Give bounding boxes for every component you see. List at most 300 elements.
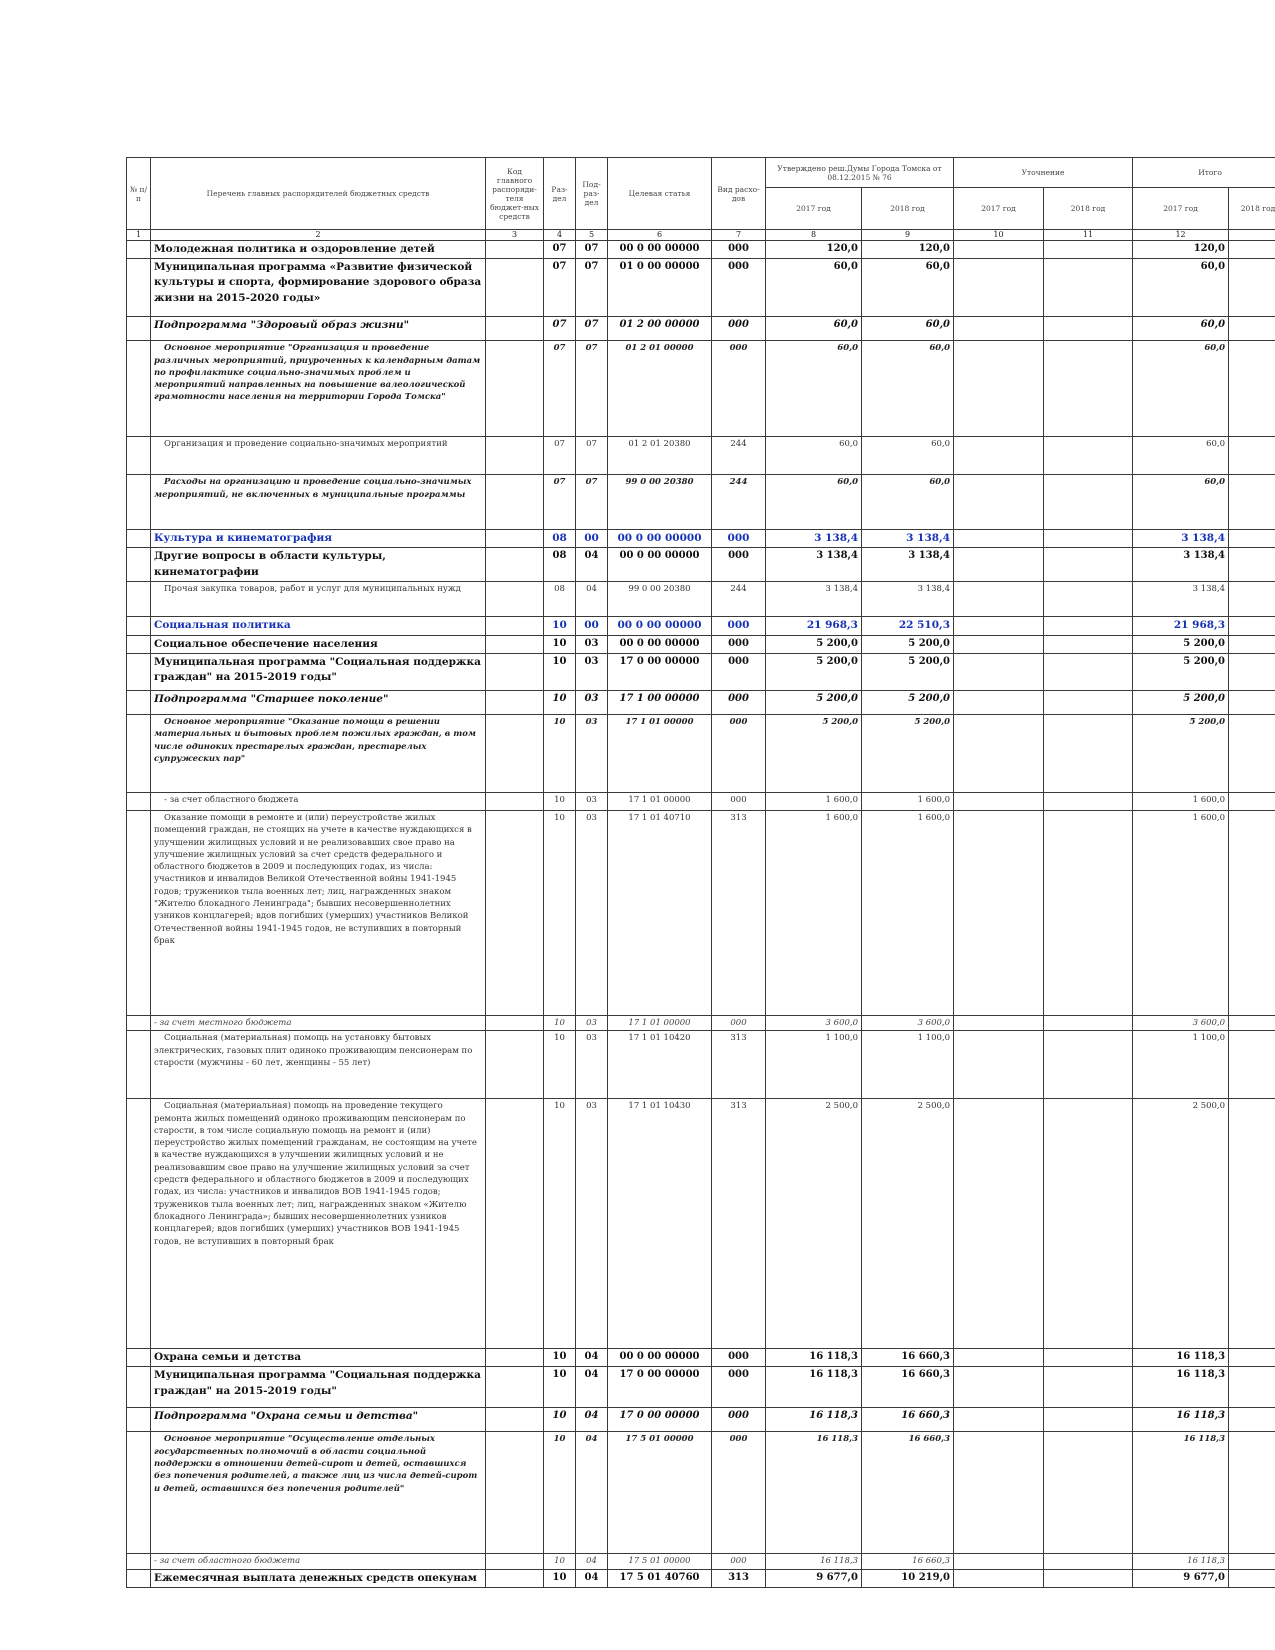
- cell-celevaya: 17 1 01 10430: [608, 1099, 712, 1349]
- cell-podrazdel: 07: [576, 341, 608, 437]
- cell-kod: [486, 341, 544, 437]
- cell-utoch-2018: [1044, 714, 1133, 792]
- cell-podrazdel: 03: [576, 635, 608, 653]
- cell-utoch-2018: [1044, 792, 1133, 810]
- table-row: [127, 617, 1275, 635]
- cell-vid: 000: [712, 259, 766, 317]
- cell-utoch-2018: [1044, 548, 1133, 582]
- table-row: [127, 1349, 1275, 1367]
- cell-utv-2018: 16 660,3: [862, 1408, 954, 1432]
- cell-razdel: 10: [544, 1099, 576, 1349]
- cell-utoch-2017: [954, 635, 1044, 653]
- cell-utoch-2017: [954, 1031, 1044, 1099]
- cell-vid: 000: [712, 714, 766, 792]
- header-utv-2018: 2018 год: [862, 188, 954, 230]
- cell-podrazdel: 00: [576, 530, 608, 548]
- cell-vid: 000: [712, 690, 766, 714]
- cell-itogo-2018: [1229, 1367, 1275, 1408]
- cell-utv-2018: 2 500,0: [862, 1099, 954, 1349]
- cell-itogo-2017: 60,0: [1133, 341, 1229, 437]
- cell-celevaya: 17 1 01 40710: [608, 810, 712, 1015]
- cell-vid: 313: [712, 1099, 766, 1349]
- cell-celevaya: 99 0 00 20380: [608, 582, 712, 617]
- cell-utv-2017: 60,0: [766, 259, 862, 317]
- cell-razdel: 10: [544, 1408, 576, 1432]
- table-row: [127, 475, 1275, 530]
- cell-celevaya: 17 1 01 00000: [608, 1015, 712, 1030]
- cell-name: Социальная политика: [151, 617, 486, 635]
- header-num: № п/п: [127, 158, 151, 230]
- cell-razdel: 10: [544, 714, 576, 792]
- cell-vid: 000: [712, 341, 766, 437]
- cell-num: [127, 1367, 151, 1408]
- cell-utv-2018: 5 200,0: [862, 635, 954, 653]
- cell-itogo-2018: [1229, 714, 1275, 792]
- table-row: [127, 341, 1275, 437]
- table-row: [127, 548, 1275, 582]
- table-row: [127, 810, 1275, 1015]
- colnum-1: 1: [127, 230, 151, 241]
- cell-vid: 000: [712, 548, 766, 582]
- cell-name: Оказание помощи в ремонте и (или) переустройстве жилых помещений граждан, не стоящих на учете в качестве нуждающихся в улучшении жилищных условий и не реализовавших свое право на улучшение жилищных условий за счет средств федерального и областного бюджетов в 2009 и последующих годах, из числа: участников и инвалидов Великой Отечественной войны 1941-1945 годов; тружеников тыла военных лет; лиц, награжденных знаком "Жителю блокадного Ленинграда"; бывших несовершеннолетних узников концлагерей; вдов погибших (умерших) участников Великой Отечественной войны 1941-1945 годов, не вступивших в повторный брак: [151, 810, 486, 1015]
- cell-itogo-2017: 60,0: [1133, 475, 1229, 530]
- cell-itogo-2018: [1229, 475, 1275, 530]
- cell-itogo-2017: 5 200,0: [1133, 690, 1229, 714]
- header-utoch-2018: 2018 год: [1044, 188, 1133, 230]
- cell-utoch-2018: [1044, 690, 1133, 714]
- header-itogo: Итого: [1133, 158, 1275, 188]
- cell-utv-2018: 3 600,0: [862, 1015, 954, 1030]
- cell-razdel: 07: [544, 241, 576, 259]
- cell-name: Подпрограмма "Охрана семьи и детства": [151, 1408, 486, 1432]
- cell-utv-2018: 1 600,0: [862, 810, 954, 1015]
- cell-podrazdel: 07: [576, 259, 608, 317]
- cell-vid: 000: [712, 792, 766, 810]
- cell-num: [127, 635, 151, 653]
- cell-utv-2017: 60,0: [766, 437, 862, 475]
- cell-utoch-2017: [954, 259, 1044, 317]
- cell-podrazdel: 04: [576, 1569, 608, 1587]
- cell-celevaya: 01 2 01 20380: [608, 437, 712, 475]
- cell-utoch-2018: [1044, 475, 1133, 530]
- header-utochnenie: Уточнение: [954, 158, 1133, 188]
- cell-itogo-2018: [1229, 690, 1275, 714]
- colnum-8: 8: [766, 230, 862, 241]
- cell-razdel: 07: [544, 317, 576, 341]
- cell-utoch-2018: [1044, 617, 1133, 635]
- cell-podrazdel: 03: [576, 792, 608, 810]
- cell-podrazdel: 04: [576, 1349, 608, 1367]
- cell-utoch-2018: [1044, 341, 1133, 437]
- table-row: [127, 714, 1275, 792]
- cell-razdel: 08: [544, 548, 576, 582]
- cell-utoch-2018: [1044, 530, 1133, 548]
- column-number-row: [127, 230, 1275, 241]
- cell-name: Муниципальная программа "Социальная поддержка граждан" на 2015-2019 годы": [151, 653, 486, 690]
- cell-utv-2017: 3 138,4: [766, 530, 862, 548]
- cell-itogo-2017: 60,0: [1133, 317, 1229, 341]
- table-row: [127, 317, 1275, 341]
- cell-celevaya: 00 0 00 00000: [608, 635, 712, 653]
- cell-utv-2018: 60,0: [862, 259, 954, 317]
- cell-celevaya: 17 0 00 00000: [608, 1367, 712, 1408]
- cell-itogo-2018: [1229, 548, 1275, 582]
- cell-razdel: 10: [544, 1349, 576, 1367]
- cell-utv-2018: 5 200,0: [862, 714, 954, 792]
- cell-podrazdel: 04: [576, 1408, 608, 1432]
- cell-podrazdel: 03: [576, 1031, 608, 1099]
- cell-name: Организация и проведение социально-значимых мероприятий: [151, 437, 486, 475]
- cell-num: [127, 810, 151, 1015]
- cell-utoch-2018: [1044, 653, 1133, 690]
- cell-utv-2018: 5 200,0: [862, 653, 954, 690]
- cell-celevaya: 17 0 00 00000: [608, 1408, 712, 1432]
- cell-num: [127, 582, 151, 617]
- cell-celevaya: 17 5 01 00000: [608, 1432, 712, 1554]
- cell-utv-2017: 120,0: [766, 241, 862, 259]
- cell-itogo-2018: [1229, 1432, 1275, 1554]
- cell-razdel: 10: [544, 1031, 576, 1099]
- cell-podrazdel: 07: [576, 241, 608, 259]
- cell-utv-2017: 16 118,3: [766, 1349, 862, 1367]
- header-name: Перечень главных распорядителей бюджетных средств: [151, 158, 486, 230]
- cell-utv-2018: 3 138,4: [862, 582, 954, 617]
- cell-utoch-2017: [954, 437, 1044, 475]
- cell-celevaya: 17 1 01 00000: [608, 792, 712, 810]
- cell-utv-2017: 2 500,0: [766, 1099, 862, 1349]
- cell-kod: [486, 1031, 544, 1099]
- cell-vid: 313: [712, 1569, 766, 1587]
- cell-podrazdel: 07: [576, 475, 608, 530]
- cell-podrazdel: 03: [576, 1099, 608, 1349]
- cell-utoch-2017: [954, 653, 1044, 690]
- cell-podrazdel: 07: [576, 437, 608, 475]
- cell-celevaya: 01 2 00 00000: [608, 317, 712, 341]
- cell-razdel: 07: [544, 475, 576, 530]
- cell-itogo-2017: 5 200,0: [1133, 714, 1229, 792]
- cell-kod: [486, 810, 544, 1015]
- cell-podrazdel: 03: [576, 690, 608, 714]
- cell-vid: 000: [712, 617, 766, 635]
- cell-num: [127, 317, 151, 341]
- cell-itogo-2017: 3 138,4: [1133, 530, 1229, 548]
- cell-utv-2017: 16 118,3: [766, 1432, 862, 1554]
- cell-utv-2017: 9 677,0: [766, 1569, 862, 1587]
- cell-kod: [486, 241, 544, 259]
- cell-name: Социальная (материальная) помощь на проведение текущего ремонта жилых помещений одиноко проживающим пенсионерам по старости, в том числе социальную помощь на ремонт и (или) переустройство жилых помещений гражданам, не состоящим на учете в качестве нуждающихся в улучшении жилищных условий и не реализовавшим свое право на улучшение жилищных условий за счет средств федерального и областного бюджетов в 2009 и последующих годах, из числа: участников и инвалидов ВОВ 1941-1945 годов; тружеников тыла военных лет; лиц, награжденных знаком «Жителю блокадного Ленинграда»; бывших несовершеннолетних узников концлагерей; вдов погибших (умерших) участников ВОВ 1941-1945 годов, не вступивших в повторный брак: [151, 1099, 486, 1349]
- cell-utoch-2017: [954, 810, 1044, 1015]
- cell-utv-2018: 60,0: [862, 317, 954, 341]
- cell-utoch-2018: [1044, 1031, 1133, 1099]
- cell-utv-2017: 1 600,0: [766, 810, 862, 1015]
- cell-utoch-2017: [954, 1349, 1044, 1367]
- colnum-2: 2: [151, 230, 486, 241]
- cell-podrazdel: 03: [576, 714, 608, 792]
- cell-name: Прочая закупка товаров, работ и услуг для муниципальных нужд: [151, 582, 486, 617]
- cell-utv-2018: 60,0: [862, 475, 954, 530]
- cell-razdel: 10: [544, 653, 576, 690]
- cell-utv-2018: 120,0: [862, 241, 954, 259]
- cell-utoch-2018: [1044, 1408, 1133, 1432]
- cell-utoch-2017: [954, 792, 1044, 810]
- cell-razdel: 10: [544, 635, 576, 653]
- cell-utoch-2018: [1044, 241, 1133, 259]
- cell-name: Основное мероприятие "Организация и проведение различных мероприятий, приуроченных к календарным датам по профилактике социально-значимых проблем и мероприятий направленных на повышение валеологической грамотности населения на территории Города Томска": [151, 341, 486, 437]
- cell-itogo-2017: 16 118,3: [1133, 1408, 1229, 1432]
- cell-celevaya: 17 1 01 00000: [608, 714, 712, 792]
- cell-utoch-2017: [954, 1408, 1044, 1432]
- cell-utoch-2018: [1044, 1432, 1133, 1554]
- colnum-6: 6: [608, 230, 712, 241]
- cell-kod: [486, 714, 544, 792]
- cell-utv-2018: 3 138,4: [862, 530, 954, 548]
- table-row: [127, 259, 1275, 317]
- cell-itogo-2017: 3 138,4: [1133, 582, 1229, 617]
- cell-name: Муниципальная программа «Развитие физической культуры и спорта, формирование здорового образа жизни на 2015-2020 годы»: [151, 259, 486, 317]
- cell-num: [127, 475, 151, 530]
- cell-vid: 313: [712, 1031, 766, 1099]
- cell-kod: [486, 1367, 544, 1408]
- cell-itogo-2018: [1229, 341, 1275, 437]
- cell-celevaya: 01 2 01 00000: [608, 341, 712, 437]
- cell-vid: 244: [712, 582, 766, 617]
- cell-utv-2017: 1 100,0: [766, 1031, 862, 1099]
- cell-utv-2018: 3 138,4: [862, 548, 954, 582]
- cell-utoch-2017: [954, 1432, 1044, 1554]
- cell-num: [127, 1554, 151, 1569]
- cell-num: [127, 653, 151, 690]
- cell-itogo-2018: [1229, 1349, 1275, 1367]
- cell-vid: 244: [712, 475, 766, 530]
- cell-kod: [486, 1015, 544, 1030]
- cell-vid: 244: [712, 437, 766, 475]
- cell-celevaya: 17 1 00 00000: [608, 690, 712, 714]
- cell-num: [127, 1408, 151, 1432]
- colnum-3: 3: [486, 230, 544, 241]
- cell-utoch-2017: [954, 548, 1044, 582]
- colnum-12: 12: [1133, 230, 1229, 241]
- cell-utoch-2018: [1044, 437, 1133, 475]
- cell-num: [127, 241, 151, 259]
- cell-podrazdel: 03: [576, 653, 608, 690]
- cell-itogo-2018: [1229, 1554, 1275, 1569]
- cell-name: Расходы на организацию и проведение социально-значимых мероприятий, не включенных в муниципальные программы: [151, 475, 486, 530]
- cell-num: [127, 690, 151, 714]
- cell-num: [127, 530, 151, 548]
- table-row: [127, 437, 1275, 475]
- cell-kod: [486, 653, 544, 690]
- cell-num: [127, 714, 151, 792]
- cell-itogo-2018: [1229, 792, 1275, 810]
- cell-utoch-2017: [954, 530, 1044, 548]
- cell-kod: [486, 548, 544, 582]
- cell-utv-2017: 5 200,0: [766, 714, 862, 792]
- table-row: [127, 582, 1275, 617]
- cell-itogo-2018: [1229, 653, 1275, 690]
- cell-utv-2017: 60,0: [766, 475, 862, 530]
- cell-name: - за счет областного бюджета: [151, 792, 486, 810]
- cell-itogo-2018: [1229, 1408, 1275, 1432]
- cell-itogo-2018: [1229, 259, 1275, 317]
- cell-utv-2017: 60,0: [766, 317, 862, 341]
- cell-kod: [486, 1432, 544, 1554]
- cell-vid: 000: [712, 1432, 766, 1554]
- cell-name: Основное мероприятие "Оказание помощи в решении материальных и бытовых проблем пожилых граждан, в том числе одиноких престарелых граждан, престарелых супружеских пар": [151, 714, 486, 792]
- cell-celevaya: 17 1 01 10420: [608, 1031, 712, 1099]
- cell-itogo-2018: [1229, 635, 1275, 653]
- cell-itogo-2018: [1229, 437, 1275, 475]
- cell-utoch-2017: [954, 1015, 1044, 1030]
- cell-itogo-2017: 9 677,0: [1133, 1569, 1229, 1587]
- cell-utv-2018: 16 660,3: [862, 1554, 954, 1569]
- cell-kod: [486, 530, 544, 548]
- cell-num: [127, 1349, 151, 1367]
- table-row: [127, 1099, 1275, 1349]
- colnum-4: 4: [544, 230, 576, 241]
- cell-utoch-2018: [1044, 1569, 1133, 1587]
- cell-kod: [486, 259, 544, 317]
- cell-celevaya: 99 0 00 20380: [608, 475, 712, 530]
- cell-utoch-2018: [1044, 582, 1133, 617]
- cell-itogo-2017: 3 600,0: [1133, 1015, 1229, 1030]
- table-row: [127, 653, 1275, 690]
- cell-celevaya: 17 5 01 40760: [608, 1569, 712, 1587]
- cell-kod: [486, 1349, 544, 1367]
- header-podrazdel: Под-раз-дел: [576, 158, 608, 230]
- table-row: [127, 1408, 1275, 1432]
- cell-num: [127, 1031, 151, 1099]
- cell-podrazdel: 04: [576, 582, 608, 617]
- colnum-7: 7: [712, 230, 766, 241]
- cell-kod: [486, 582, 544, 617]
- cell-num: [127, 792, 151, 810]
- cell-name: Основное мероприятие "Осуществление отдельных государственных полномочий в области социальной поддержки в отношении детей-сирот и детей, оставшихся без попечения родителей, а также лиц из числа детей-сирот и детей, оставшихся без попечения родителей": [151, 1432, 486, 1554]
- cell-razdel: 10: [544, 810, 576, 1015]
- cell-vid: 000: [712, 1408, 766, 1432]
- cell-num: [127, 341, 151, 437]
- cell-razdel: 10: [544, 617, 576, 635]
- cell-itogo-2018: [1229, 530, 1275, 548]
- cell-kod: [486, 1099, 544, 1349]
- cell-num: [127, 1099, 151, 1349]
- cell-celevaya: 00 0 00 00000: [608, 617, 712, 635]
- cell-vid: 000: [712, 1367, 766, 1408]
- cell-name: Ежемесячная выплата денежных средств опекунам: [151, 1569, 486, 1587]
- colnum-5: 5: [576, 230, 608, 241]
- colnum-11: 11: [1044, 230, 1133, 241]
- table-row: [127, 1031, 1275, 1099]
- cell-num: [127, 1432, 151, 1554]
- cell-kod: [486, 635, 544, 653]
- colnum-10: 10: [954, 230, 1044, 241]
- cell-razdel: 10: [544, 1367, 576, 1408]
- cell-utv-2017: 21 968,3: [766, 617, 862, 635]
- cell-podrazdel: 04: [576, 548, 608, 582]
- cell-utoch-2017: [954, 1367, 1044, 1408]
- cell-utv-2018: 60,0: [862, 341, 954, 437]
- cell-name: Молодежная политика и оздоровление детей: [151, 241, 486, 259]
- table-row: [127, 241, 1275, 259]
- cell-kod: [486, 1554, 544, 1569]
- cell-itogo-2017: 3 138,4: [1133, 548, 1229, 582]
- cell-celevaya: 00 0 00 00000: [608, 241, 712, 259]
- header-razdel: Раз-дел: [544, 158, 576, 230]
- cell-name: Социальная (материальная) помощь на установку бытовых электрических, газовых плит одиноко проживающим пенсионерам по старости (мужчины - 60 лет, женщины - 55 лет): [151, 1031, 486, 1099]
- cell-podrazdel: 04: [576, 1367, 608, 1408]
- cell-utv-2017: 60,0: [766, 341, 862, 437]
- cell-utoch-2018: [1044, 1554, 1133, 1569]
- cell-podrazdel: 03: [576, 810, 608, 1015]
- cell-kod: [486, 475, 544, 530]
- cell-itogo-2017: 60,0: [1133, 259, 1229, 317]
- cell-itogo-2017: 1 600,0: [1133, 792, 1229, 810]
- table-row: [127, 530, 1275, 548]
- cell-podrazdel: 03: [576, 1015, 608, 1030]
- header-utoch-2017: 2017 год: [954, 188, 1044, 230]
- cell-kod: [486, 317, 544, 341]
- cell-itogo-2017: 5 200,0: [1133, 635, 1229, 653]
- header-itogo-2017: 2017 год: [1133, 188, 1229, 230]
- cell-utv-2018: 5 200,0: [862, 690, 954, 714]
- cell-utoch-2017: [954, 582, 1044, 617]
- header-celevaya: Целевая статья: [608, 158, 712, 230]
- cell-razdel: 10: [544, 1432, 576, 1554]
- cell-name: Муниципальная программа "Социальная поддержка граждан" на 2015-2019 годы": [151, 1367, 486, 1408]
- budget-table-sheet: [126, 157, 1275, 1650]
- table-row: [127, 1367, 1275, 1408]
- cell-itogo-2017: 5 200,0: [1133, 653, 1229, 690]
- cell-num: [127, 259, 151, 317]
- cell-vid: 000: [712, 635, 766, 653]
- cell-celevaya: 01 0 00 00000: [608, 259, 712, 317]
- cell-name: Подпрограмма "Здоровый образ жизни": [151, 317, 486, 341]
- colnum-9: 9: [862, 230, 954, 241]
- cell-utv-2017: 3 600,0: [766, 1015, 862, 1030]
- cell-celevaya: 00 0 00 00000: [608, 1349, 712, 1367]
- cell-utv-2017: 5 200,0: [766, 690, 862, 714]
- cell-num: [127, 617, 151, 635]
- cell-itogo-2017: 60,0: [1133, 437, 1229, 475]
- cell-utv-2018: 16 660,3: [862, 1432, 954, 1554]
- cell-razdel: 07: [544, 437, 576, 475]
- cell-razdel: 10: [544, 792, 576, 810]
- cell-kod: [486, 617, 544, 635]
- cell-num: [127, 437, 151, 475]
- cell-utv-2018: 1 600,0: [862, 792, 954, 810]
- cell-vid: 000: [712, 1015, 766, 1030]
- cell-utv-2018: 60,0: [862, 437, 954, 475]
- table-row: [127, 1569, 1275, 1587]
- cell-utoch-2017: [954, 241, 1044, 259]
- cell-utoch-2017: [954, 1569, 1044, 1587]
- cell-itogo-2017: 1 600,0: [1133, 810, 1229, 1015]
- header-utv-2017: 2017 год: [766, 188, 862, 230]
- cell-vid: 000: [712, 317, 766, 341]
- table-row: [127, 1554, 1275, 1569]
- cell-vid: 000: [712, 1554, 766, 1569]
- cell-podrazdel: 00: [576, 617, 608, 635]
- budget-table: [126, 157, 1275, 1588]
- cell-itogo-2018: [1229, 582, 1275, 617]
- cell-name: - за счет областного бюджета: [151, 1554, 486, 1569]
- cell-itogo-2018: [1229, 241, 1275, 259]
- cell-celevaya: 17 0 00 00000: [608, 653, 712, 690]
- cell-razdel: 07: [544, 341, 576, 437]
- cell-name: Социальное обеспечение населения: [151, 635, 486, 653]
- cell-vid: 000: [712, 1349, 766, 1367]
- cell-utoch-2018: [1044, 635, 1133, 653]
- cell-razdel: 10: [544, 1554, 576, 1569]
